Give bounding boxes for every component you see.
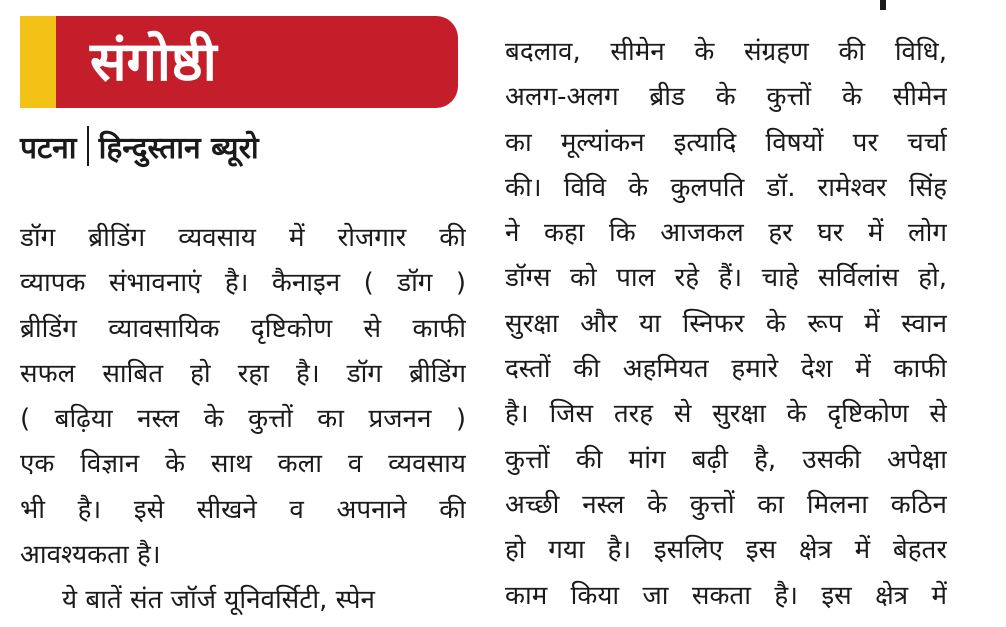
article-line: अलग-अलग ब्रीड के कुत्तों के सीमेन (505, 82, 947, 113)
article-line: ब्रीडिंग व्यावसायिक दृष्टिकोण से काफी (20, 313, 466, 344)
article-column-left (20, 216, 466, 624)
article-line: कुत्तों की मांग बढ़ी है, उसकी अपेक्षा (505, 444, 947, 475)
article-line: है। जिस तरह से सुरक्षा के दृष्टिकोण से (505, 399, 947, 430)
dateline-separator (87, 126, 89, 166)
article-line: हो गया है। इसलिए इस क्षेत्र में बेहतर (505, 535, 947, 566)
article-line: दस्तों की अहमियत हमारे देश में काफी (505, 354, 947, 385)
article-line: की। विवि के कुलपति डॉ. रामेश्वर सिंह (505, 172, 947, 203)
article-line: आवश्यकता है। (20, 540, 161, 571)
dateline-city: पटना (20, 130, 77, 166)
article-line: डॉग्स को पाल रहे हैं। चाहे सर्विलांस हो, (505, 263, 947, 294)
article-line: सुरक्षा और या स्निफर के रूप में स्वान (505, 308, 947, 339)
article-line: ने कहा कि आजकल हर घर में लोग (505, 218, 947, 249)
article-line: भी है। इसे सीखने व अपनाने की (20, 494, 466, 525)
dateline-bureau: हिन्दुस्तान ब्यूरो (98, 130, 259, 166)
article-line: एक विज्ञान के साथ कला व व्यवसाय (20, 449, 466, 480)
dateline (20, 124, 259, 168)
article-line: बदलाव, सीमेन के संग्रहण की विधि, (505, 37, 947, 67)
cropped-edge-mark (880, 0, 886, 10)
section-title: संगोष्ठी (90, 30, 217, 93)
article-line: सफल साबित हो रहा है। डॉग ब्रीडिंग (20, 358, 466, 389)
article-line: काम किया जा सकता है। इस क्षेत्र में (505, 580, 947, 611)
article-line: अच्छी नस्ल के कुत्तों का मिलना कठिन (505, 489, 947, 520)
article-line: ये बातें संत जॉर्ज यूनिवर्सिटी, स्पेन (62, 585, 375, 616)
article-line: ( बढ़िया नस्ल के कुत्तों का प्रजनन ) (20, 404, 466, 435)
section-banner (20, 16, 458, 108)
article-line: का मूल्यांकन इत्यादि विषयों पर चर्चा (505, 127, 947, 158)
article-line: डॉग ब्रीडिंग व्यवसाय में रोजगार की (20, 223, 466, 253)
article-line: व्यापक संभावनाएं है। कैनाइन ( डॉग ) (20, 268, 466, 299)
article-column-right (505, 30, 947, 619)
banner-yellow-tab (20, 16, 56, 108)
